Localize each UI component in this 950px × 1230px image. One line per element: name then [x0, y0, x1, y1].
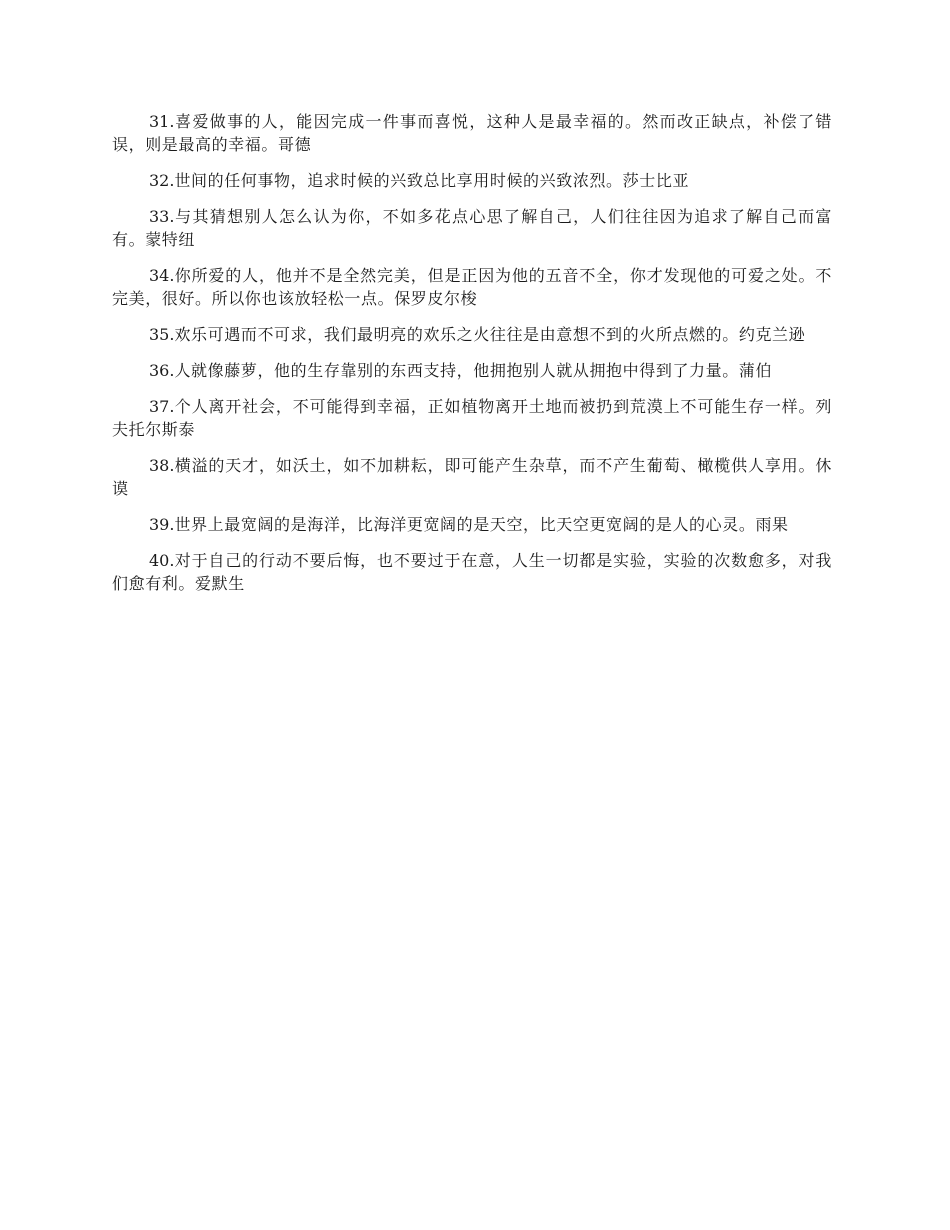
quote-number: 31.	[149, 112, 175, 131]
quote-number: 40.	[149, 551, 175, 570]
quote-text: 喜爱做事的人，能因完成一件事而喜悦，这种人是最幸福的。然而改正缺点，补偿了错误，则是最高的幸福。哥德	[112, 112, 832, 154]
quote-number: 35.	[149, 325, 175, 344]
quote-number: 38.	[149, 456, 175, 475]
quote-paragraph	[112, 323, 832, 346]
quote-text: 世界上最宽阔的是海洋，比海洋更宽阔的是天空，比天空更宽阔的是人的心灵。雨果	[174, 515, 789, 534]
quote-paragraph	[112, 359, 832, 382]
quote-text: 欢乐可遇而不可求，我们最明亮的欢乐之火往往是由意想不到的火所点燃的。约克兰逊	[174, 325, 806, 344]
quote-text: 横溢的天才，如沃土，如不加耕耘，即可能产生杂草，而不产生葡萄、橄榄供人享用。休谟	[112, 456, 832, 498]
quote-text: 世间的任何事物，追求时候的兴致总比享用时候的兴致浓烈。莎士比亚	[174, 171, 690, 190]
quote-text: 个人离开社会，不可能得到幸福，正如植物离开土地而被扔到荒漠上不可能生存一样。列夫托尔斯泰	[112, 397, 832, 439]
quote-paragraph	[112, 395, 832, 441]
quote-number: 32.	[149, 171, 175, 190]
quote-text: 对于自己的行动不要后悔，也不要过于在意，人生一切都是实验，实验的次数愈多，对我们愈有利。爱默生	[112, 551, 832, 593]
document-body	[112, 110, 832, 608]
quote-paragraph	[112, 169, 832, 192]
quote-paragraph	[112, 264, 832, 310]
quote-text: 人就像藤萝，他的生存靠别的东西支持，他拥抱别人就从拥抱中得到了力量。蒲伯	[174, 361, 773, 380]
quote-number: 33.	[149, 207, 175, 226]
quote-number: 36.	[149, 361, 175, 380]
quote-number: 39.	[149, 515, 175, 534]
quote-paragraph	[112, 549, 832, 595]
quote-paragraph	[112, 205, 832, 251]
quote-text: 与其猜想别人怎么认为你，不如多花点心思了解自己，人们往往因为追求了解自己而富有。蒙特纽	[112, 207, 832, 249]
quote-paragraph	[112, 513, 832, 536]
quote-paragraph	[112, 454, 832, 500]
quote-number: 37.	[149, 397, 175, 416]
quote-number: 34.	[149, 266, 175, 285]
quote-paragraph	[112, 110, 832, 156]
quote-text: 你所爱的人，他并不是全然完美，但是正因为他的五音不全，你才发现他的可爱之处。不完美，很好。所以你也该放轻松一点。保罗皮尔梭	[112, 266, 832, 308]
